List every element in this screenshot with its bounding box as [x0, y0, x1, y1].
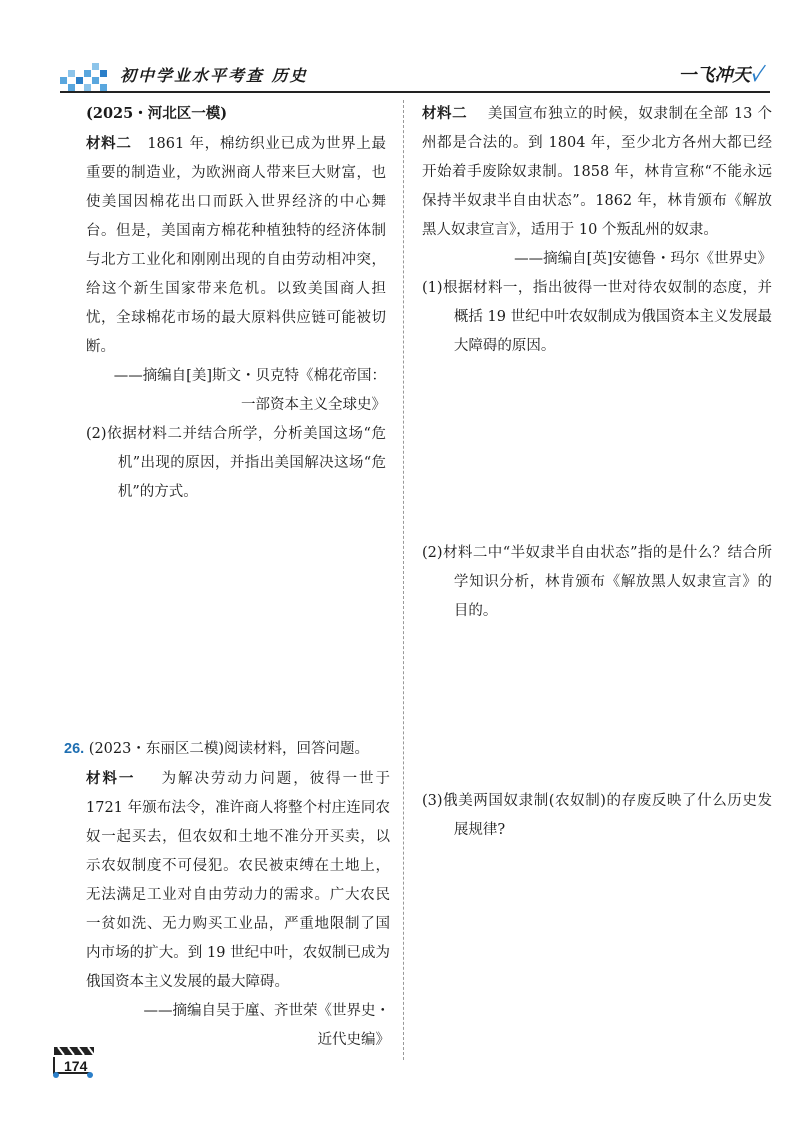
material-source-cont: 一部资本主义全球史》	[241, 397, 386, 413]
material-one-paragraph	[86, 764, 390, 997]
material-two-paragraph	[86, 129, 386, 362]
material-label: 材料二	[86, 135, 132, 152]
column-divider	[403, 100, 404, 1060]
right-column	[422, 99, 772, 361]
question-2: (2)材料二中“半奴隶半自由状态”指的是什么？结合所学知识分析，林肯颁布《解放黑人奴隶宣言》的目的。	[422, 545, 772, 619]
material-label: 材料二	[422, 105, 468, 122]
brand-logo	[678, 61, 762, 87]
material-source: ——摘编自[美]斯文・贝克特《棉花帝国：	[113, 368, 386, 384]
material-label: 材料一	[86, 770, 136, 787]
question-1: (1)根据材料一，指出彼得一世对待农奴制的态度，并概括 19 世纪中叶农奴制成为俄国资本主义发展最大障碍的原因。	[422, 280, 772, 354]
book-title: 初中学业水平考查 历史	[120, 66, 308, 85]
brand-text: 一飞冲天	[678, 65, 751, 86]
material-text: 美国宣布独立的时候，奴隶制在全部 13 个州都是合法的。到 1804 年，至少北方各州大都已经开始着手废除奴隶制。1858 年，林肯宣称“不能永远保持半奴隶半自由状态”。1862 年，林肯颁布《解放黑人奴隶宣言》，适用于 10 个叛乱州的奴隶。	[422, 106, 773, 238]
material-two-paragraph	[422, 99, 772, 245]
question-26-block	[64, 735, 390, 1055]
material-text: 为解决劳动力问题，彼得一世于 1721 年颁布法令，准许商人将整个村庄连同农奴一起买去，但农奴和土地不准分开买卖，以示农奴制度不可侵犯。农民被束缚在土地上，无法满足工业对自由劳动力的需求。广大农民一贫如洗、无力购买工业品，严重地限制了国内市场的扩大。到 19 世纪中叶，农奴制已成为俄国资本主义发展的最大障碍。	[86, 771, 390, 990]
check-icon: ✓	[750, 65, 762, 86]
question-3: (3)俄美两国奴隶制(农奴制)的存废反映了什么历史发展规律?	[422, 793, 772, 838]
material-text: 1861 年，棉纺织业已成为世界上最重要的制造业，为欧洲商人带来巨大财富，也使美国因棉花出口而跃入世界经济的中心舞台。但是，美国南方棉花种植独特的经济体制与北方工业化和刚刚出现的自由劳动相冲突，给这个新生国家带来危机。以致美国商人担忧，全球棉花市场的最大原料供应链可能被切断。	[86, 136, 386, 355]
question-number: 26.	[64, 741, 85, 757]
source-tag: (2025・河北区一模)	[86, 105, 228, 122]
material-source: ——摘编自[英]安德鲁・玛尔《世界史》	[514, 251, 772, 267]
page-number: 174	[64, 1058, 88, 1074]
question-2: (2)依据材料二并结合所学，分析美国这场“危机”出现的原因，并指出美国解决这场“危机”的方式。	[86, 426, 386, 500]
material-source-cont: 近代史编》	[317, 1032, 390, 1048]
question-3-block	[422, 787, 772, 845]
question-intro: (2023・东丽区二模)阅读材料，回答问题。	[88, 741, 369, 757]
question-2-block	[422, 539, 772, 626]
question-26-intro	[64, 735, 390, 764]
decorative-squares-icon	[60, 63, 112, 91]
material-source: ——摘编自吴于廑、齐世荣《世界史・	[143, 1003, 390, 1019]
page-header	[60, 55, 770, 95]
header-divider	[60, 91, 770, 93]
left-column	[86, 99, 386, 507]
